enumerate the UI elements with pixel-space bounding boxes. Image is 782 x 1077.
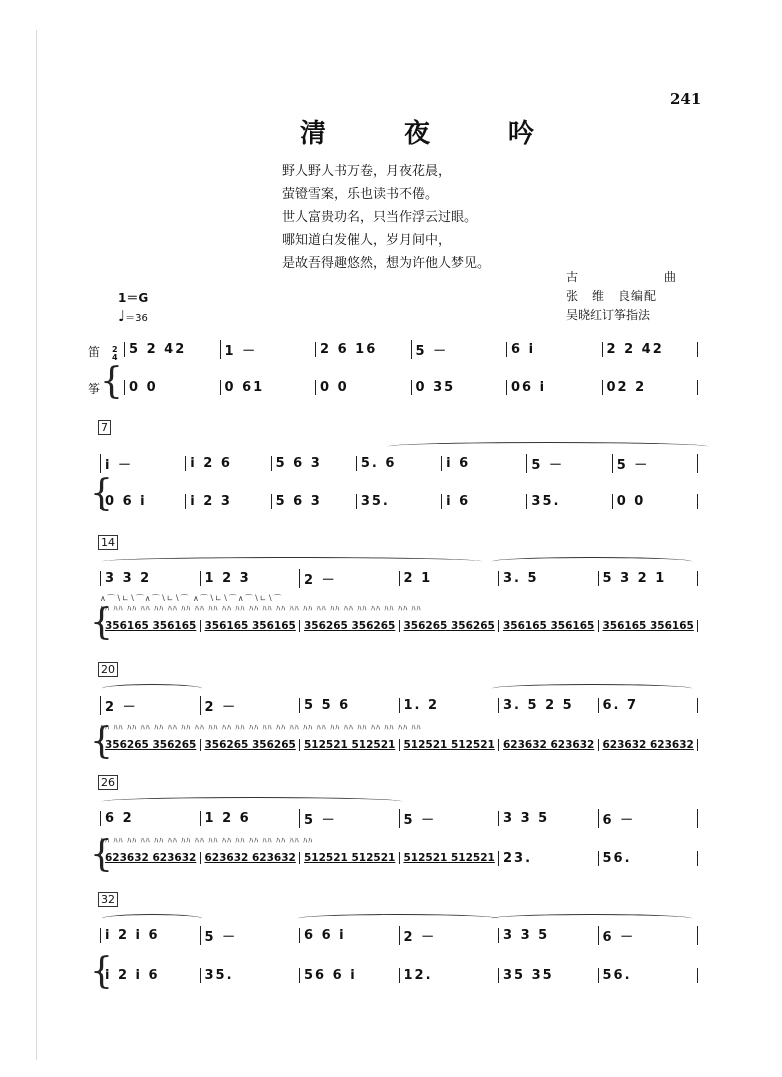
time-sig-bottom: 4 xyxy=(112,353,118,362)
measure: i 6 xyxy=(441,456,526,471)
time-signature xyxy=(112,346,118,362)
measure: i 2 6 xyxy=(185,456,270,471)
flute-staff xyxy=(100,807,698,829)
measure: 356165 356165 xyxy=(200,620,300,632)
phrase-slur xyxy=(102,797,402,806)
measure: 35. xyxy=(200,968,300,983)
measure: 35. xyxy=(526,494,611,509)
measure: 512521 512521 xyxy=(399,852,499,864)
measure: 6 － xyxy=(598,926,699,945)
measure: 3. 5 xyxy=(498,571,598,586)
score-system-20 xyxy=(88,662,698,762)
measure: 0 0 xyxy=(315,380,411,395)
flute-staff xyxy=(124,338,698,360)
poem xyxy=(282,160,490,275)
measure: 1 － xyxy=(220,340,316,359)
brace-icon: { xyxy=(90,721,113,762)
measure: i 2 3 xyxy=(185,494,270,509)
page-edge xyxy=(36,30,37,1060)
credit-arranger: 张 维 良编配 xyxy=(566,289,658,303)
page-title: 清 夜 吟 xyxy=(300,119,561,149)
flute-staff xyxy=(100,567,698,589)
measure-number: 7 xyxy=(98,420,111,435)
poem-line: 萤镫雪案，乐也读书不倦。 xyxy=(282,187,439,202)
measure: i － xyxy=(100,454,185,473)
zheng-staff xyxy=(100,847,698,869)
measure: 0 6 i xyxy=(100,494,185,509)
phrase-slur xyxy=(492,914,692,923)
measure: 356265 356265 xyxy=(299,620,399,632)
measure: 356265 356265 xyxy=(200,739,300,751)
measure: 6 2 xyxy=(100,811,200,826)
measure: 5 2 42 xyxy=(124,342,220,357)
flute-label: 笛 xyxy=(88,345,101,359)
measure: i 2 i 6 xyxy=(100,928,200,943)
measure: 5 － xyxy=(411,340,507,359)
measure: 6 i xyxy=(506,342,602,357)
measure: 3 3 5 xyxy=(498,811,598,826)
measure: 2 － xyxy=(399,926,499,945)
measure: 0 61 xyxy=(220,380,316,395)
measure: 5 6 3 xyxy=(271,456,356,471)
zheng-staff xyxy=(100,734,698,756)
brace-icon: { xyxy=(90,602,113,643)
measure-number: 20 xyxy=(98,662,118,677)
measure: i 6 xyxy=(441,494,526,509)
credit-origin xyxy=(566,268,676,287)
credit-fingering: 吴晓红订筝指法 xyxy=(566,308,651,322)
measure: 512521 512521 xyxy=(299,852,399,864)
measure: 356265 356265 xyxy=(100,739,200,751)
page-number: 241 xyxy=(670,90,702,108)
phrase-slur xyxy=(492,684,692,693)
measure: 35. xyxy=(356,494,441,509)
measure: 3. 5 2 5 xyxy=(498,698,598,713)
measure: 5 － xyxy=(526,454,611,473)
measure: 1 2 6 xyxy=(200,811,300,826)
measure: 623632 623632 xyxy=(100,852,200,864)
brace-icon: { xyxy=(90,473,113,514)
ornament-marks: ∧⌒∖∟∖⌒∧⌒∖∟∖⌒ ∧⌒∖∟∖⌒∧⌒∖∟∖⌒ xyxy=(100,594,283,603)
poem-line: 哪知道白发催人，岁月间中， xyxy=(282,233,452,248)
measure: 5 － xyxy=(200,926,300,945)
measure: 356165 356165 xyxy=(598,620,699,632)
measure-number: 26 xyxy=(98,775,118,790)
measure: i 2 i 6 xyxy=(100,968,200,983)
measure: 512521 512521 xyxy=(399,739,499,751)
brace-icon: { xyxy=(90,834,113,875)
score-system-1 xyxy=(88,330,698,410)
flute-staff xyxy=(100,694,698,716)
measure: 3 3 5 xyxy=(498,928,598,943)
measure: 06 i xyxy=(506,380,602,395)
measure: 6. 7 xyxy=(598,698,699,713)
poem-line: 是故吾得趣悠然，想为许他人梦见。 xyxy=(282,256,491,271)
measure: 5 － xyxy=(399,809,499,828)
measure: 23. xyxy=(498,851,598,866)
zheng-label: 筝 xyxy=(88,382,101,396)
measure: 2 1 xyxy=(399,571,499,586)
score-system-14 xyxy=(88,535,698,645)
measure: 3 3 2 xyxy=(100,571,200,586)
measure: 5 6 3 xyxy=(271,494,356,509)
measure: 2 2 42 xyxy=(602,342,699,357)
measure: 2 － xyxy=(299,569,399,588)
measure: 35 35 xyxy=(498,968,598,983)
measure: 02 2 xyxy=(602,380,699,395)
zheng-staff xyxy=(124,376,698,398)
measure: 56. xyxy=(598,968,699,983)
credit-origin-right: 曲 xyxy=(663,270,676,284)
measure: 56. xyxy=(598,851,699,866)
measure: 56 6 i xyxy=(299,968,399,983)
measure: 5. 6 xyxy=(356,456,441,471)
tempo-value: ＝36 xyxy=(125,313,148,324)
measure-number: 32 xyxy=(98,892,118,907)
measure: 1 2 3 xyxy=(200,571,300,586)
measure: 6 6 i xyxy=(299,928,399,943)
tempo-marking xyxy=(118,307,148,325)
poem-line: 世人富贵功名，只当作浮云过眼。 xyxy=(282,210,478,225)
fingering-marks: ﾊﾊ ﾊﾊ ﾊﾊ ﾊﾊ ﾊﾊ ﾊﾊ ﾊﾊ ﾊﾊ ﾊﾊ ﾊﾊ ﾊﾊ ﾊﾊ ﾊﾊ ﾊﾊ ﾊﾊ ﾊﾊ xyxy=(100,836,314,845)
zheng-staff xyxy=(100,615,698,637)
brace-icon: { xyxy=(100,361,123,402)
phrase-slur xyxy=(492,557,692,566)
measure: 0 35 xyxy=(411,380,507,395)
measure: 0 0 xyxy=(124,380,220,395)
phrase-slur xyxy=(298,914,498,923)
phrase-slur xyxy=(388,442,708,451)
measure: 5 3 2 1 xyxy=(598,571,699,586)
measure: 6 － xyxy=(598,809,699,828)
measure: 0 0 xyxy=(612,494,698,509)
fingering-marks: ﾊﾊ ﾊﾊ ﾊﾊ ﾊﾊ ﾊﾊ ﾊﾊ ﾊﾊ ﾊﾊ ﾊﾊ ﾊﾊ ﾊﾊ ﾊﾊ ﾊﾊ ﾊﾊ ﾊﾊ ﾊﾊ ﾊﾊ ﾊﾊ ﾊﾊ ﾊﾊ ﾊﾊ ﾊﾊ ﾊﾊ ﾊﾊ xyxy=(100,723,422,732)
measure: 512521 512521 xyxy=(299,739,399,751)
measure: 356265 356265 xyxy=(399,620,499,632)
measure: 5 － xyxy=(612,454,698,473)
flute-staff xyxy=(100,452,698,474)
measure: 5 － xyxy=(299,809,399,828)
phrase-slur xyxy=(102,557,482,566)
measure-number: 14 xyxy=(98,535,118,550)
credit-origin-left: 古 xyxy=(566,270,579,284)
time-sig-top: 2 xyxy=(112,345,118,354)
credits xyxy=(566,268,676,325)
score-system-26 xyxy=(88,775,698,875)
measure: 2 6 16 xyxy=(315,342,411,357)
measure: 623632 623632 xyxy=(598,739,699,751)
measure: 2 － xyxy=(100,696,200,715)
measure: 356165 356165 xyxy=(498,620,598,632)
zheng-staff xyxy=(100,964,698,986)
measure: 2 － xyxy=(200,696,300,715)
score-system-32 xyxy=(88,892,698,992)
measure: 1. 2 xyxy=(399,698,499,713)
measure: 623632 623632 xyxy=(498,739,598,751)
score-system-7 xyxy=(88,420,698,520)
measure: 356165 356165 xyxy=(100,620,200,632)
measure: 623632 623632 xyxy=(200,852,300,864)
phrase-slur xyxy=(102,684,202,693)
quarter-note-icon: ♩ xyxy=(118,307,126,325)
zheng-staff xyxy=(100,490,698,512)
fingering-marks: ﾊﾊ ﾊﾊ ﾊﾊ ﾊﾊ ﾊﾊ ﾊﾊ ﾊﾊ ﾊﾊ ﾊﾊ ﾊﾊ ﾊﾊ ﾊﾊ ﾊﾊ ﾊﾊ ﾊﾊ ﾊﾊ ﾊﾊ ﾊﾊ ﾊﾊ ﾊﾊ ﾊﾊ ﾊﾊ ﾊﾊ ﾊﾊ xyxy=(100,604,422,613)
flute-staff xyxy=(100,924,698,946)
key-signature: 1＝G xyxy=(118,291,149,305)
measure: 12. xyxy=(399,968,499,983)
phrase-slur xyxy=(102,914,202,923)
brace-icon: { xyxy=(90,951,113,992)
poem-line: 野人野人书万卷，月夜花晨， xyxy=(282,164,452,179)
measure: 5 5 6 xyxy=(299,698,399,713)
